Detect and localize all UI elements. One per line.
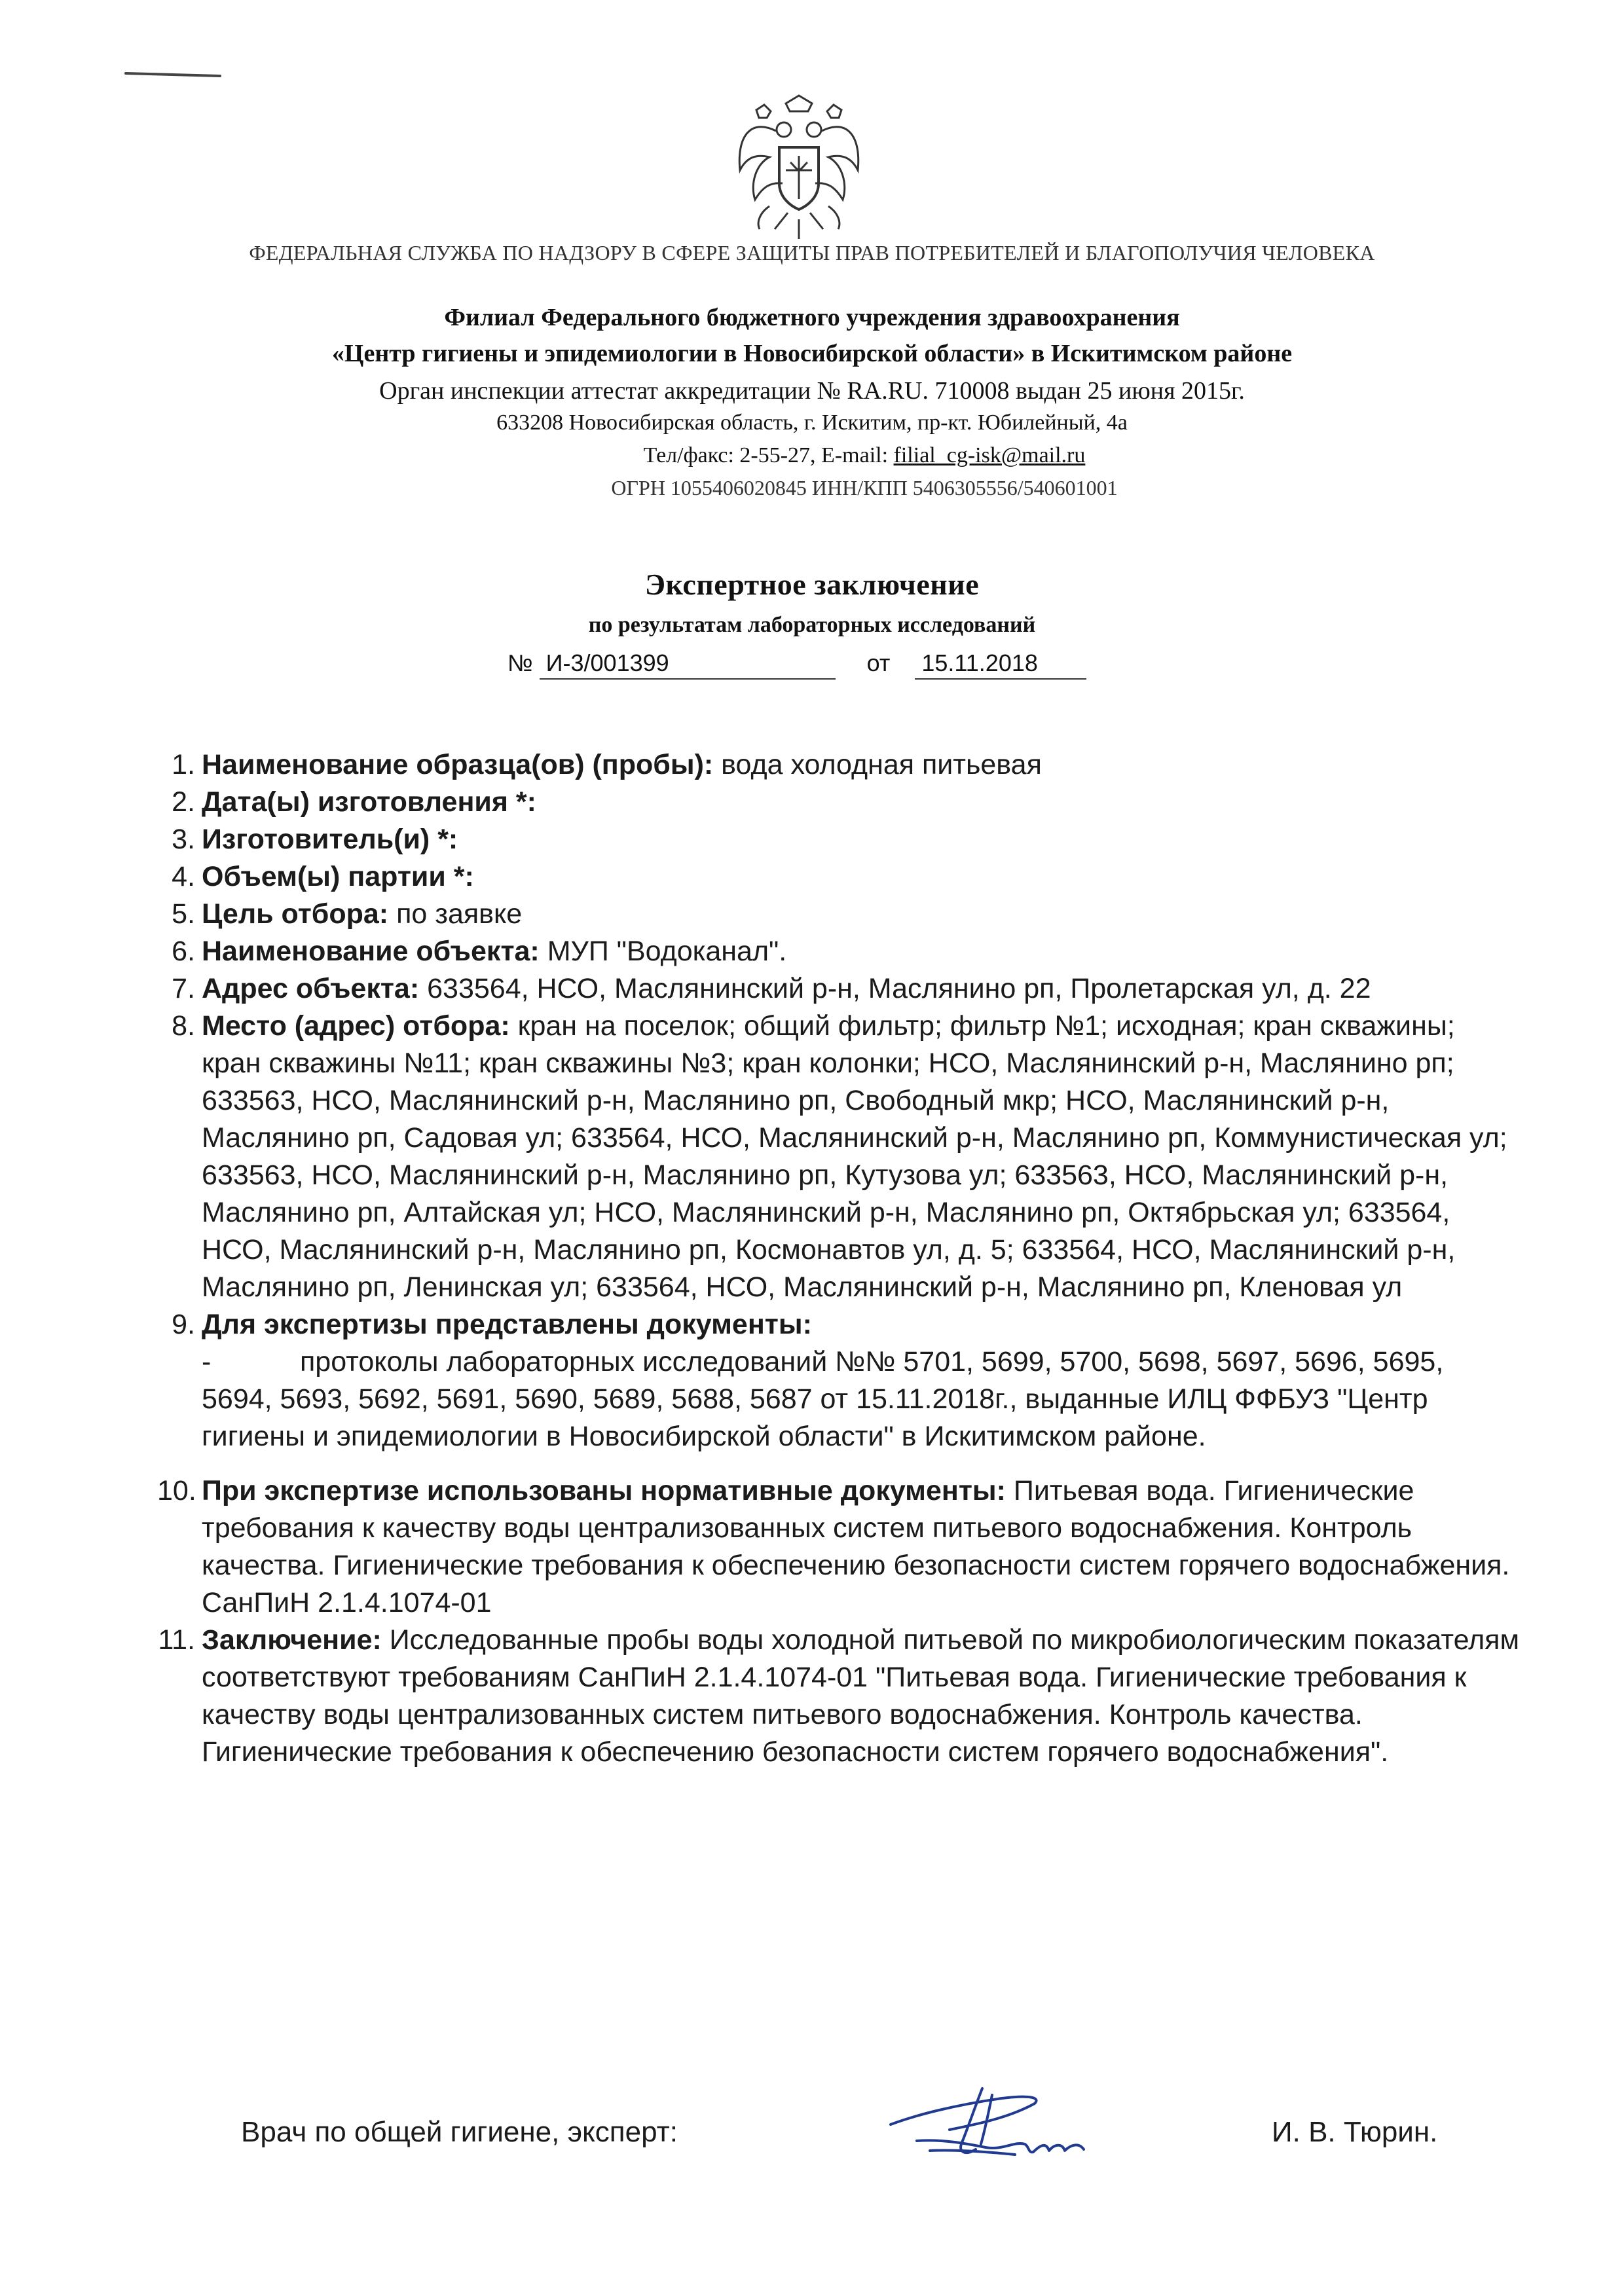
signer-role: Врач по общей гигиене, эксперт: — [241, 2116, 678, 2148]
document-subtitle: по результатам лабораторных исследований — [588, 613, 1036, 637]
item-label: При экспертизе использованы нормативные документы: — [202, 1475, 1006, 1506]
list-item — [157, 821, 1519, 858]
item-number: 5. — [172, 898, 195, 930]
list-item — [157, 896, 1519, 933]
item-number: 3. — [172, 824, 195, 855]
signer-name: И. В. Тюрин. — [1272, 2116, 1438, 2148]
ogrn-line: ОГРН 1055406020845 ИНН/КПП 5406305556/540601001 — [611, 476, 1118, 500]
list-item — [157, 1306, 1519, 1455]
item-value: по заявке — [388, 898, 523, 930]
date-label: от — [866, 649, 891, 676]
item-number: 7. — [172, 973, 195, 1004]
document-number: И-3/001399 — [540, 649, 836, 680]
item-value: кран на поселок; общий фильтр; фильтр №1; исходная; кран скважины; кран скважины №11; кран скважины №3; кран колонки; НСО, Маслянинский р-н, Маслянино рп; 633563, НСО, Маслянинский р-н, Маслянино рп, Свободный мкр; НСО, Маслянинский р-н, Маслянино рп, Садовая ул; 633564, НСО, Маслянинский р-н, Маслянино рп, Коммунистическая ул; 633563, НСО, Маслянинский р-н, Маслянино рп, Кутузова ул; 633563, НСО, Маслянинский р-н, Маслянино рп, Алтайская ул; НСО, Маслянинский р-н, Маслянино рп, Октябрьская ул; 633564, НСО, Маслянинский р-н, Маслянино рп, Космонавтов ул, д. 5; 633564, НСО, Маслянинский р-н, Маслянино рп, Ленинская ул; 633564, НСО, Маслянинский р-н, Маслянино рп, Кленовая ул — [202, 1010, 1507, 1303]
item-number: 2. — [172, 786, 195, 818]
item-label: Изготовитель(и) *: — [202, 824, 458, 855]
handwritten-signature — [877, 2079, 1100, 2170]
item-number: 10. — [157, 1475, 196, 1506]
org-name-line1: Филиал Федерального бюджетного учреждения здравоохранения — [444, 304, 1180, 331]
number-label: № — [507, 649, 533, 676]
org-name-line2: «Центр гигиены и эпидемиологии в Новосибирской области» в Искитимском районе — [331, 340, 1293, 367]
item-number: 6. — [172, 936, 195, 967]
item-number: 1. — [172, 749, 195, 780]
item-value: Питьевая вода. Гигиенические требования к качеству воды централизованных систем питьевого водоснабжения. Контроль качества. Гигиенические требования к обеспечению безопасности систем горячего водоснабжения. СанПиН 2.1.4.1074-01 — [202, 1475, 1510, 1618]
coat-of-arms-emblem — [730, 92, 868, 246]
item-number: 11. — [158, 1624, 195, 1656]
item-label: Место (адрес) отбора: — [202, 1010, 510, 1042]
address-line: 633208 Новосибирская область, г. Искитим, пр-кт. Юбилейный, 4а — [496, 410, 1128, 435]
item-label: Адрес объекта: — [202, 973, 420, 1004]
item-label: Объем(ы) партии *: — [202, 861, 474, 892]
item-label: Цель отбора: — [202, 898, 389, 930]
item-dash: - — [202, 1346, 212, 1377]
list-item — [157, 746, 1519, 784]
item-label: Для экспертизы представлены документы: — [202, 1309, 812, 1340]
agency-name: ФЕДЕРАЛЬНАЯ СЛУЖБА ПО НАДЗОРУ В СФЕРЕ ЗАЩИТЫ ПРАВ ПОТРЕБИТЕЛЕЙ И БЛАГОПОЛУЧИЯ ЧЕЛОВЕКА — [249, 241, 1375, 264]
list-item — [157, 933, 1519, 970]
item-value: вода холодная питьевая — [713, 749, 1042, 780]
item-label: Наименование объекта: — [202, 936, 540, 967]
list-item — [157, 1622, 1519, 1771]
staple-mark — [124, 71, 223, 79]
list-item — [157, 858, 1519, 896]
email-link[interactable]: filial_cg-isk@mail.ru — [893, 443, 1086, 467]
accreditation-line: Орган инспекции аттестат аккредитации № RA.RU. 710008 выдан 25 июня 2015г. — [379, 377, 1245, 405]
item-number: 9. — [172, 1309, 195, 1340]
item-label: Наименование образца(ов) (пробы): — [202, 749, 714, 780]
item-value: Исследованные пробы воды холодной питьевой по микробиологическим показателям соответствуют требованиям СанПиН 2.1.4.1074-01 "Питьевая вода. Гигиенические требования к качеству воды централизованных систем питьевого водоснабжения. Контроль качества. Гигиенические требования к обеспечению безопасности систем горячего водоснабжения". — [202, 1624, 1520, 1768]
item-value: 633564, НСО, Маслянинский р-н, Маслянино рп, Пролетарская ул, д. 22 — [419, 973, 1371, 1004]
item-value: протоколы лабораторных исследований №№ 5701, 5699, 5700, 5698, 5697, 5696, 5695, 5694, 5693, 5692, 5691, 5690, 5689, 5688, 5687 от 15.11.2018г., выданные ИЛЦ ФФБУЗ "Центр гигиены и эпидемиологии в Новосибирской области" в Искитимском районе. — [202, 1346, 1444, 1452]
list-item — [157, 1472, 1519, 1622]
item-label: Дата(ы) изготовления *: — [202, 786, 536, 818]
findings-list — [157, 746, 1519, 1771]
list-item — [157, 970, 1519, 1008]
item-value: МУП "Водоканал". — [539, 936, 787, 967]
document-title: Экспертное заключение — [644, 568, 980, 601]
contacts-line — [52, 443, 1624, 468]
item-number: 8. — [172, 1010, 195, 1042]
item-label: Заключение: — [202, 1624, 382, 1656]
item-number: 4. — [172, 861, 195, 892]
list-item — [157, 1008, 1519, 1306]
phone-label: Тел/факс: 2-55-27, E-mail: — [643, 443, 894, 467]
document-date: 15.11.2018 — [915, 649, 1086, 680]
document-number-row — [507, 649, 1086, 680]
list-item — [157, 784, 1519, 821]
